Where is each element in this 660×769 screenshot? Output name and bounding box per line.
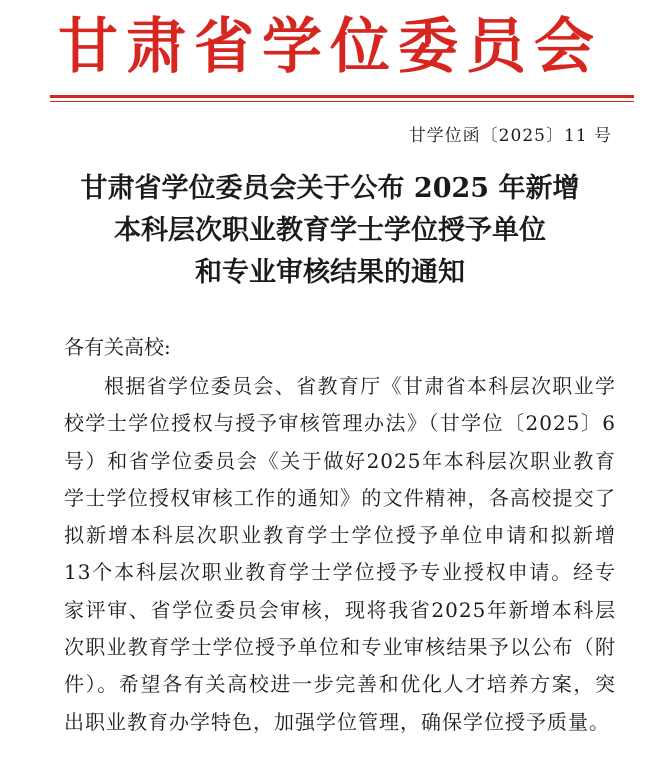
letterhead-rule-thick (50, 95, 634, 98)
document-title-line-3: 和专业审核结果的通知 (195, 257, 465, 288)
body-paragraph: 根据省学位委员会、省教育厅《甘肃省本科层次职业学校学士学位授权与授予审核管理办法》（甘学位〔2025〕6号）和省学位委员会《关于做好2025年本科层次职业教育学士学位授权审核工作的通知》的文件精神，各高校提交了拟新增本科层次职业教育学士学位授予单位申请和拟新增13个本科层次职业教育学士学位授予专业授权申请。经专家评审、省学位委员会审核，现将我省2025年新增本科层次职业教育学士学位授予单位和专业审核结果予以公布（附件）。希望各有关高校进一步完善和优化人才培养方案，突出职业教育办学特色，加强学位管理，确保学位授予质量。 (64, 374, 616, 734)
letterhead-rule-thin (50, 101, 634, 102)
salutation: 各有关高校: (64, 335, 171, 359)
document-title-line-1: 甘肃省学位委员会关于公布 2025 年新增 (80, 173, 580, 204)
document-number: 甘学位函〔2025〕11 号 (408, 126, 612, 146)
document-title (40, 168, 620, 294)
letterhead-title: 甘肃省学位委员会 (58, 12, 602, 82)
document-title-line-2: 本科层次职业教育学士学位授予单位 (114, 215, 546, 246)
